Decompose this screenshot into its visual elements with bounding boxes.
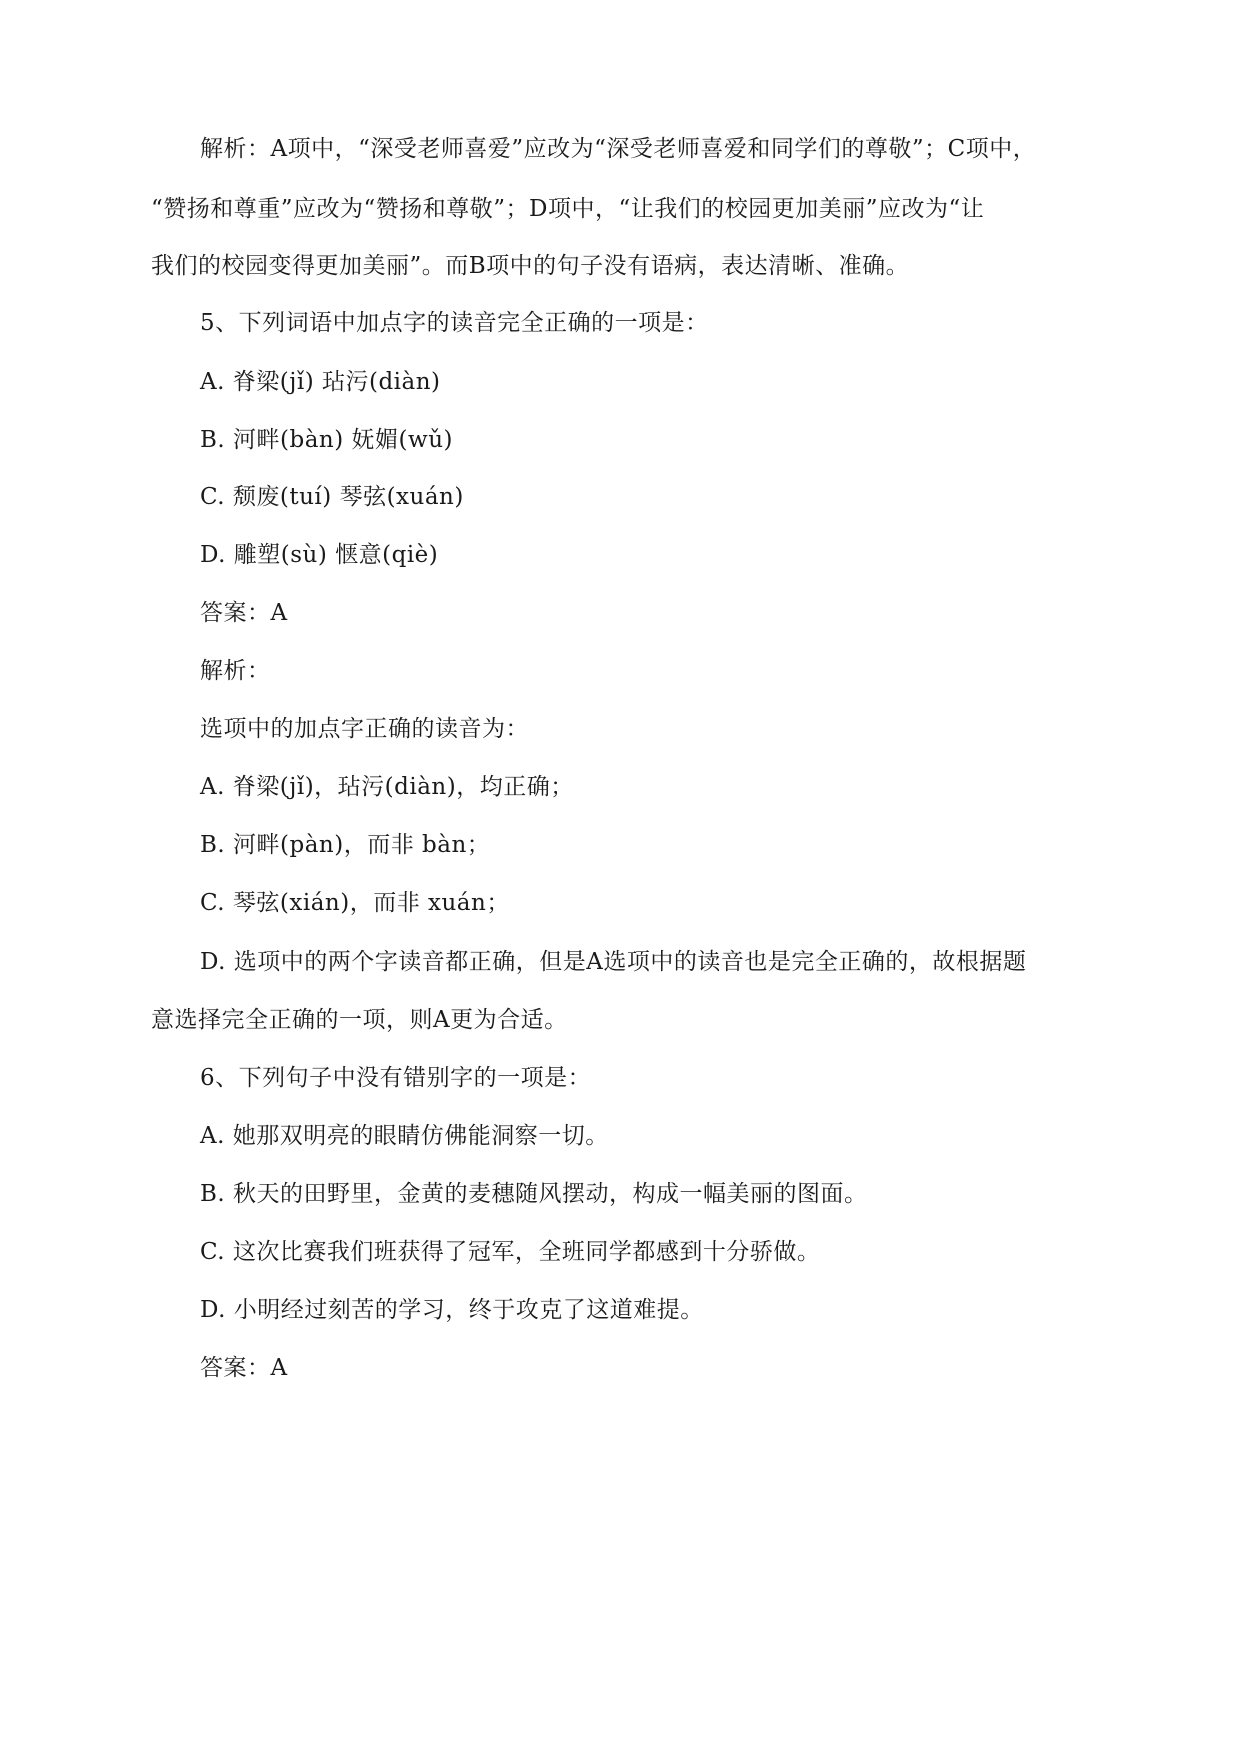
- question-6-option-d: D. 小明经过刻苦的学习，终于攻克了这道难提。: [200, 1297, 704, 1323]
- question-5-stem: 5、下列词语中加点字的读音完全正确的一项是：: [200, 310, 709, 336]
- question-6-stem: 6、下列句子中没有错别字的一项是：: [200, 1065, 592, 1091]
- question-5-analysis-intro: 选项中的加点字正确的读音为：: [200, 716, 529, 742]
- question-5-option-b: B. 河畔(bàn) 妩媚(wǔ): [200, 427, 453, 453]
- analysis-paragraph-line-1: 解析：A项中，“深受老师喜爱”应改为“深受老师喜爱和同学们的尊敬”；C项中，: [200, 136, 1037, 162]
- question-5-option-a: A. 脊梁(jǐ) 玷污(diàn): [200, 369, 441, 395]
- question-5-analysis-d-line-2: 意选择完全正确的一项，则A更为合适。: [151, 1007, 568, 1033]
- question-5-analysis-b: B. 河畔(pàn)，而非 bàn；: [200, 832, 491, 858]
- question-5-option-d: D. 雕塑(sù) 惬意(qiè): [200, 542, 439, 568]
- question-6-option-a: A. 她那双明亮的眼睛仿佛能洞察一切。: [200, 1123, 609, 1149]
- analysis-paragraph-line-2: “赞扬和尊重”应改为“赞扬和尊敬”；D项中，“让我们的校园更加美丽”应改为“让: [151, 196, 985, 222]
- question-5-analysis-a: A. 脊梁(jǐ)，玷污(diàn)，均正确；: [200, 774, 574, 800]
- question-5-analysis-d-line-1: D. 选项中的两个字读音都正确，但是A选项中的读音也是完全正确的，故根据题: [200, 949, 1027, 975]
- question-5-option-c: C. 颓废(tuí) 琴弦(xuán): [200, 484, 464, 510]
- question-6-answer: 答案：A: [200, 1355, 288, 1381]
- question-6-option-b: B. 秋天的田野里，金黄的麦穗随风摆动，构成一幅美丽的图面。: [200, 1181, 868, 1207]
- question-5-analysis-c: C. 琴弦(xián)，而非 xuán；: [200, 890, 510, 916]
- question-6-option-c: C. 这次比赛我们班获得了冠军，全班同学都感到十分骄做。: [200, 1239, 821, 1265]
- question-5-analysis-label: 解析：: [200, 658, 271, 684]
- analysis-paragraph-line-3: 我们的校园变得更加美丽”。而B项中的句子没有语病，表达清晰、准确。: [151, 253, 910, 279]
- question-5-answer: 答案：A: [200, 600, 288, 626]
